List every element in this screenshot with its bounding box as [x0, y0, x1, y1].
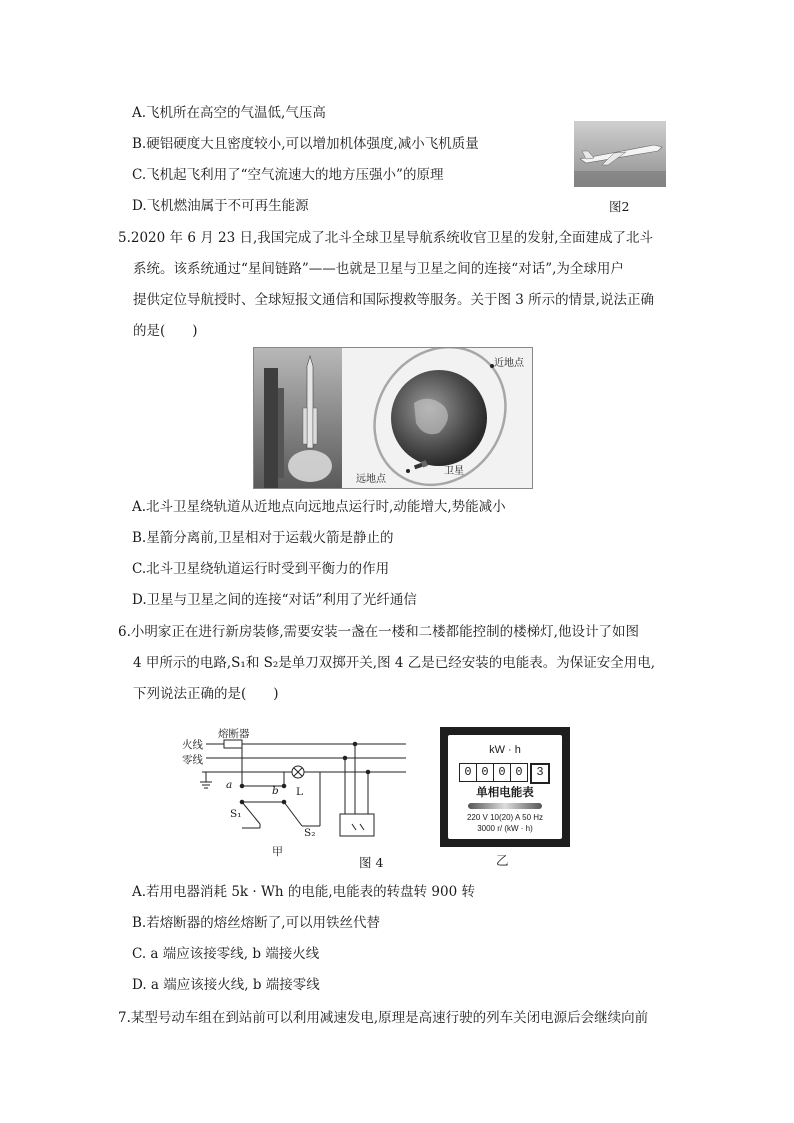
meter-digit: 0: [511, 763, 528, 782]
figure-2-label: 图2: [609, 199, 630, 214]
airplane-photo: [574, 121, 666, 187]
q4-option-d: D.飞机燃油属于不可再生能源: [132, 198, 309, 214]
meter-spec-2: 3000 r/ (kW · h): [477, 824, 533, 833]
meter-digit: 0: [477, 763, 494, 782]
q7-stem-line-1: 7.某型号动车组在到站前可以利用减速发电,原理是高速行驶的列车关闭电源后会继续向前: [118, 1010, 649, 1026]
live-wire-label: 火线: [182, 739, 203, 751]
q5-stem-line-4: 的是( ): [133, 323, 198, 339]
q4-option-a: A.飞机所在高空的气温低,气压高: [132, 105, 326, 121]
q6-option-a: A.若用电器消耗 5k · Wh 的电能,电能表的转盘转 900 转: [132, 884, 475, 900]
q5-stem-line-1: 5.2020 年 6 月 23 日,我国完成了北斗全球卫星导航系统收官卫星的发射,全面建成了北斗: [118, 230, 654, 246]
q6-stem-line-2: 4 甲所示的电路,S₁和 S₂是单刀双掷开关,图 4 乙是已经安装的电能表。为保证安全用电,: [133, 655, 656, 671]
energy-meter: [440, 727, 570, 847]
switch-s1-label: S₁: [230, 808, 242, 820]
meter-digit: 0: [494, 763, 511, 782]
circuit-sublabel: 甲: [272, 845, 283, 858]
q5-stem-line-2: 系统。该系统通过“星间链路”——也就是卫星与卫星之间的连接“对话”,为全球用户: [133, 261, 624, 277]
q5-stem-line-3: 提供定位导航授时、全球短报文通信和国际搜救等服务。关于图 3 所示的情景,说法正确: [133, 292, 654, 308]
figure-3-rocket-orbit: [253, 347, 533, 489]
perigee-label: 近地点: [494, 358, 524, 369]
satellite-label: 卫星: [444, 466, 464, 477]
apogee-label: 远地点: [356, 474, 386, 485]
q5-option-c: C.北斗卫星绕轨道运行时受到平衡力的作用: [132, 561, 390, 577]
q6-stem-line-1: 6.小明家正在进行新房装修,需要安装一盏在一楼和二楼都能控制的楼梯灯,他设计了如图: [118, 624, 639, 640]
terminal-a-label: a: [226, 779, 233, 791]
terminal-b-label: b: [272, 785, 279, 797]
q5-option-a: A.北斗卫星绕轨道从近地点向远地点运行时,动能增大,势能减小: [132, 499, 506, 515]
meter-digit: 3: [530, 763, 550, 784]
q6-option-d: D. a 端应该接火线, b 端接零线: [132, 977, 320, 993]
meter-sublabel: 乙: [496, 853, 509, 868]
q6-stem-line-3: 下列说法正确的是( ): [133, 686, 279, 702]
meter-title: 单相电能表: [476, 785, 534, 799]
fuse-label: 熔断器: [218, 728, 250, 740]
q4-option-b: B.硬铝硬度大且密度较小,可以增加机体强度,减小飞机质量: [132, 136, 479, 152]
q4-option-c: C.飞机起飞利用了“空气流速大的地方压强小”的原理: [132, 167, 444, 183]
meter-digit: 0: [459, 763, 477, 782]
meter-disc: [468, 803, 542, 809]
q5-option-b: B.星箭分离前,卫星相对于运载火箭是静止的: [132, 530, 394, 546]
figure-4-label: 图 4: [359, 855, 384, 870]
switch-s2-label: S₂: [304, 827, 316, 839]
neutral-wire-label: 零线: [182, 754, 203, 766]
q5-option-d: D.卫星与卫星之间的连接“对话”利用了光纤通信: [132, 592, 417, 608]
q6-option-b: B.若熔断器的熔丝熔断了,可以用铁丝代替: [132, 915, 381, 931]
lamp-l-label: L: [296, 786, 303, 798]
q6-option-c: C. a 端应该接零线, b 端接火线: [132, 946, 320, 962]
meter-unit: kW · h: [489, 744, 521, 756]
meter-spec-1: 220 V 10(20) A 50 Hz: [466, 813, 544, 822]
figure-4-circuit: [180, 724, 412, 859]
meter-display: [459, 763, 550, 784]
